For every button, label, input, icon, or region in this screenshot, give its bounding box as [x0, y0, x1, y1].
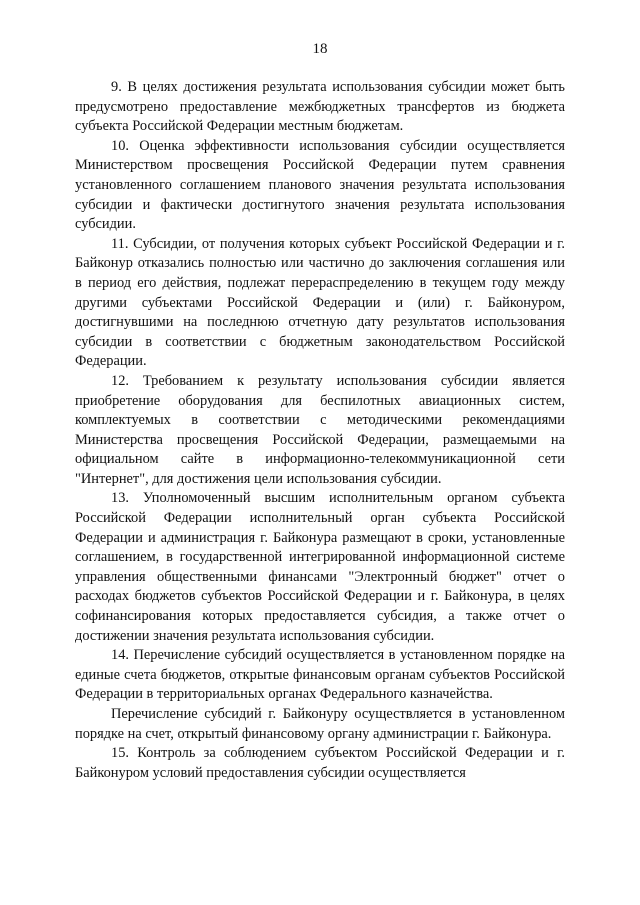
- page-number: 18: [312, 41, 328, 57]
- paragraph-15: 15. Контроль за соблюдением субъектом Российской Федерации и г. Байконуром условий предоставления субсидии осуществляется: [75, 745, 565, 781]
- paragraph-10: 10. Оценка эффективности использования субсидии осуществляется Министерством просвещения Российской Федерации путем сравнения установленного соглашением планового значения результата использования субсидии и фактически достигнутого значения результата использования субсидии.: [75, 137, 565, 233]
- paragraph-13: 13. Уполномоченный высшим исполнительным органом субъекта Российской Федерации исполнительный орган субъекта Российской Федерации и администрация г. Байконура размещают в сроки, установленные соглашением, в государственной интегрированной информационной системе управления общественными финансами "Электронный бюджет" отчет о расходах бюджетов субъектов Российской Федерации и г. Байконура, в целях софинансирования которых предоставляется субсидия, а также отчет о достижении значения результата использования субсидии.: [75, 490, 565, 644]
- paragraph-9: 9. В целях достижения результата использования субсидии может быть предусмотрено предоставление межбюджетных трансфертов из бюджета субъекта Российской Федерации местным бюджетам.: [75, 79, 565, 135]
- paragraph-14: 14. Перечисление субсидий осуществляется в установленном порядке на единые счета бюджетов, открытые финансовым органам субъектов Российской Федерации в территориальных органах Федерального казначейства.: [75, 647, 565, 703]
- paragraph-14-baikonur: Перечисление субсидий г. Байконуру осуществляется в установленном порядке на счет, открытый финансовому органу администрации г. Байконура.: [75, 706, 565, 742]
- paragraph-11: 11. Субсидии, от получения которых субъект Российской Федерации и г. Байконур отказались полностью или частично до заключения соглашения или в период его действия, подлежат перераспределению в текущем году между другими субъектами Российской Федерации и (или) г. Байконуром, достигнувшими на последнюю отчетную дату результатов использования субсидии в соответствии с бюджетным законодательством Российской Федерации.: [75, 235, 565, 370]
- document-body: [75, 78, 565, 783]
- paragraph-12: 12. Требованием к результату использования субсидии является приобретение оборудования для беспилотных авиационных систем, комплектуемых в соответствии с методическими рекомендациями Министерства просвещения Российской Федерации, размещаемыми на официальном сайте в информационно-телекоммуникационной сети "Интернет", для достижения цели использования субсидии.: [75, 372, 565, 487]
